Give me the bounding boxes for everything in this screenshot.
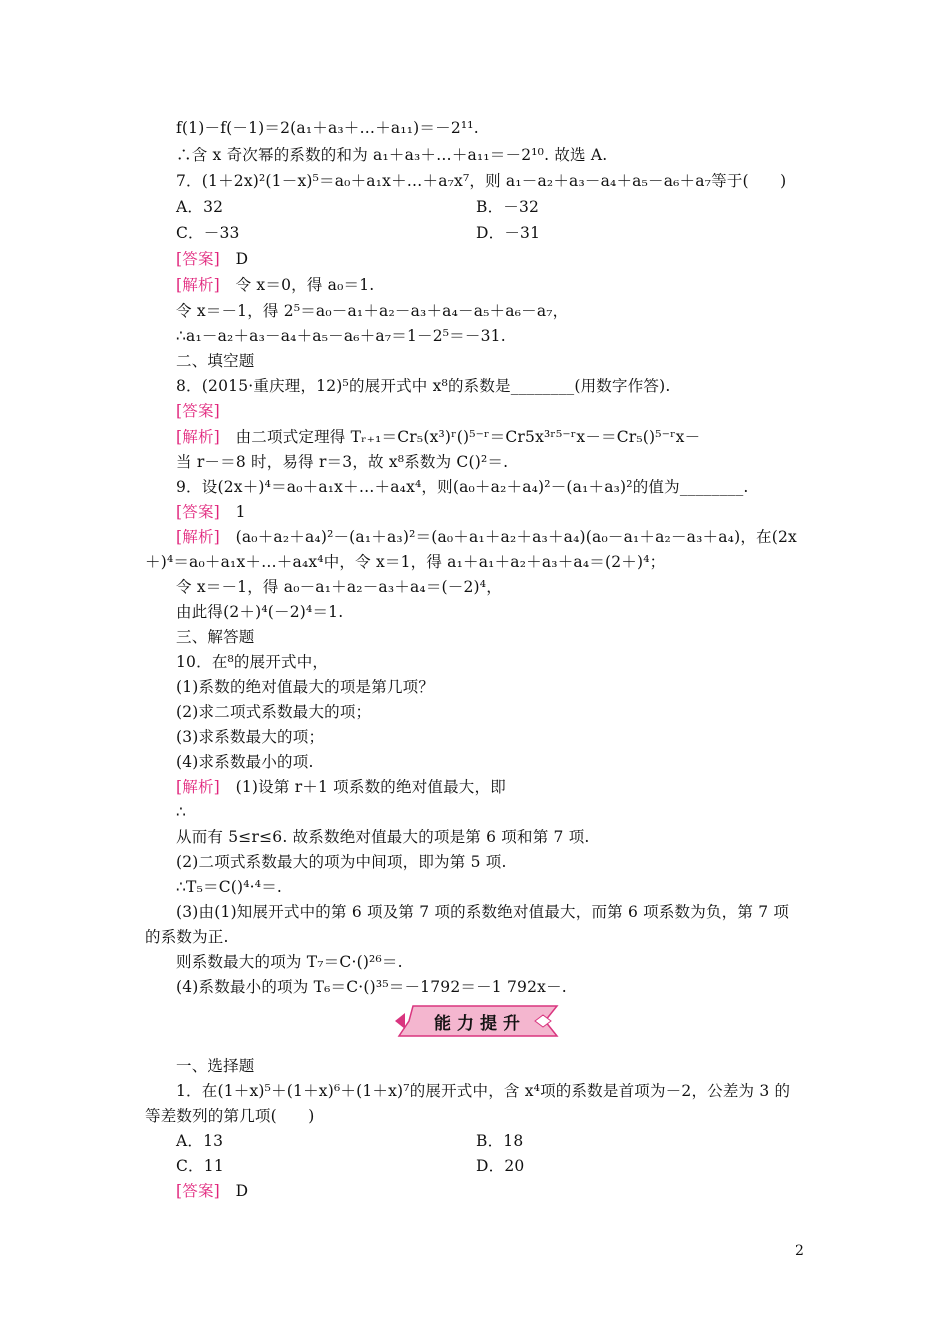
analysis-text: (a₀＋a₂＋a₄)²－(a₁＋a₃)²＝(a₀＋a₁＋a₂＋a₃＋a₄)(a₀－a₁＋a₂－a₃＋a₄)，在(2x xyxy=(219,528,797,546)
option-c: C．11 xyxy=(176,1157,224,1175)
answer-text: D xyxy=(219,1182,249,1200)
option-c: C．－33 xyxy=(176,224,240,242)
analysis-line xyxy=(176,776,506,798)
option-d: D．－31 xyxy=(476,224,541,242)
answer-tag: [答案] xyxy=(176,503,220,521)
section-heading: 二、填空题 xyxy=(176,352,255,370)
text-line: (3)由(1)知展开式中的第 6 项及第 7 项的系数绝对值最大，而第 6 项系数为负，第 7 项 xyxy=(176,903,790,921)
option-b: B．18 xyxy=(476,1132,524,1150)
sub-question: (2)求二项式系数最大的项； xyxy=(176,703,372,721)
page-number: 2 xyxy=(795,1243,804,1259)
question-1: 1．在(1＋x)⁵＋(1＋x)⁶＋(1＋x)⁷的展开式中，含 x⁴项的系数是首项为－2，公差为 3 的 xyxy=(176,1082,791,1100)
analysis-line xyxy=(176,426,700,448)
text-line: ＋)⁴＝a₀＋a₁x＋…＋a₄x⁴中，令 x＝1，得 a₁＋a₁＋a₂＋a₃＋a₄＝(2＋)⁴； xyxy=(145,553,666,571)
text-line: 令 x＝－1，得 2⁵＝a₀－a₁＋a₂－a₃＋a₄－a₅＋a₆－a₇， xyxy=(176,302,569,320)
answer-tag: [答案] xyxy=(176,402,220,420)
analysis-tag: [解析] xyxy=(176,528,220,546)
text-line: 由此得(2＋)⁴(－2)⁴＝1. xyxy=(176,603,344,621)
question-9: 9．设(2x＋)⁴＝a₀＋a₁x＋…＋a₄x⁴，则(a₀＋a₂＋a₄)²－(a₁＋a₃)²的值为________. xyxy=(176,478,749,496)
text-line: ∴ xyxy=(176,803,187,821)
option-a: A．32 xyxy=(176,198,224,216)
answer-line xyxy=(176,248,248,270)
answer-line xyxy=(176,400,220,422)
answer-line xyxy=(176,501,246,523)
analysis-tag: [解析] xyxy=(176,276,220,294)
text-line: 当 r－＝8 时，易得 r＝3，故 x⁸系数为 C()²＝. xyxy=(176,453,509,471)
text-line: 的系数为正. xyxy=(145,928,229,946)
text-line: ∴a₁－a₂＋a₃－a₄＋a₅－a₆＋a₇＝1－2⁵＝－31. xyxy=(176,327,506,345)
sub-question: (4)求系数最小的项. xyxy=(176,753,314,771)
answer-tag: [答案] xyxy=(176,1182,220,1200)
text-line: ∴含 x 奇次幂的系数的和为 a₁＋a₃＋…＋a₁₁＝－2¹⁰. 故选 A. xyxy=(176,146,608,164)
analysis-text: (1)设第 r＋1 项系数的绝对值最大，即 xyxy=(219,778,506,796)
question-7: 7．(1＋2x)²(1－x)⁵＝a₀＋a₁x＋…＋a₇x⁷，则 a₁－a₂＋a₃－a₄＋a₅－a₆＋a₇等于( ) xyxy=(176,172,787,190)
analysis-tag: [解析] xyxy=(176,778,220,796)
analysis-line xyxy=(176,274,374,296)
text-line: 从而有 5≤r≤6. 故系数绝对值最大的项是第 6 项和第 7 项. xyxy=(176,828,590,846)
answer-line xyxy=(176,1180,248,1202)
question-10: 10．在⁸的展开式中， xyxy=(176,653,329,671)
section-heading: 三、解答题 xyxy=(176,628,255,646)
text-line: 则系数最大的项为 T₇＝C·()²⁶＝. xyxy=(176,953,403,971)
answer-text: D xyxy=(219,250,249,268)
answer-tag: [答案] xyxy=(176,250,220,268)
question-8: 8．(2015·重庆理，12)⁵的展开式中 x⁸的系数是________(用数字作答). xyxy=(176,377,671,395)
text-line: f(1)－f(－1)＝2(a₁＋a₃＋…＋a₁₁)＝－2¹¹. xyxy=(176,119,479,137)
text-line: (4)系数最小的项为 T₆＝C·()³⁵＝－1792＝－1 792x－. xyxy=(176,978,567,996)
analysis-line xyxy=(176,526,797,548)
banner-title: 能力提升 xyxy=(434,1014,526,1034)
sub-question: (1)系数的绝对值最大的项是第几项？ xyxy=(176,678,435,696)
text-line: 等差数列的第几项( ) xyxy=(145,1107,315,1125)
section-heading: 一、选择题 xyxy=(176,1057,255,1075)
answer-text: 1 xyxy=(219,503,246,521)
analysis-tag: [解析] xyxy=(176,428,220,446)
option-d: D．20 xyxy=(476,1157,525,1175)
text-line: (2)二项式系数最大的项为中间项，即为第 5 项. xyxy=(176,853,507,871)
option-b: B．－32 xyxy=(476,198,540,216)
analysis-text: 令 x＝0，得 a₀＝1. xyxy=(219,276,375,294)
text-line: 令 x＝－1，得 a₀－a₁＋a₂－a₃＋a₄＝(－2)⁴， xyxy=(176,578,502,596)
analysis-text: 由二项式定理得 Tᵣ₊₁＝Cr₅(x³)ʳ()⁵⁻ʳ＝Cr5x³ʳ⁵⁻ʳx－＝Cr₅()⁵⁻ʳx－ xyxy=(219,428,701,446)
text-line: ∴T₅＝C()⁴·⁴＝. xyxy=(176,878,283,896)
sub-question: (3)求系数最大的项； xyxy=(176,728,325,746)
option-a: A．13 xyxy=(176,1132,224,1150)
